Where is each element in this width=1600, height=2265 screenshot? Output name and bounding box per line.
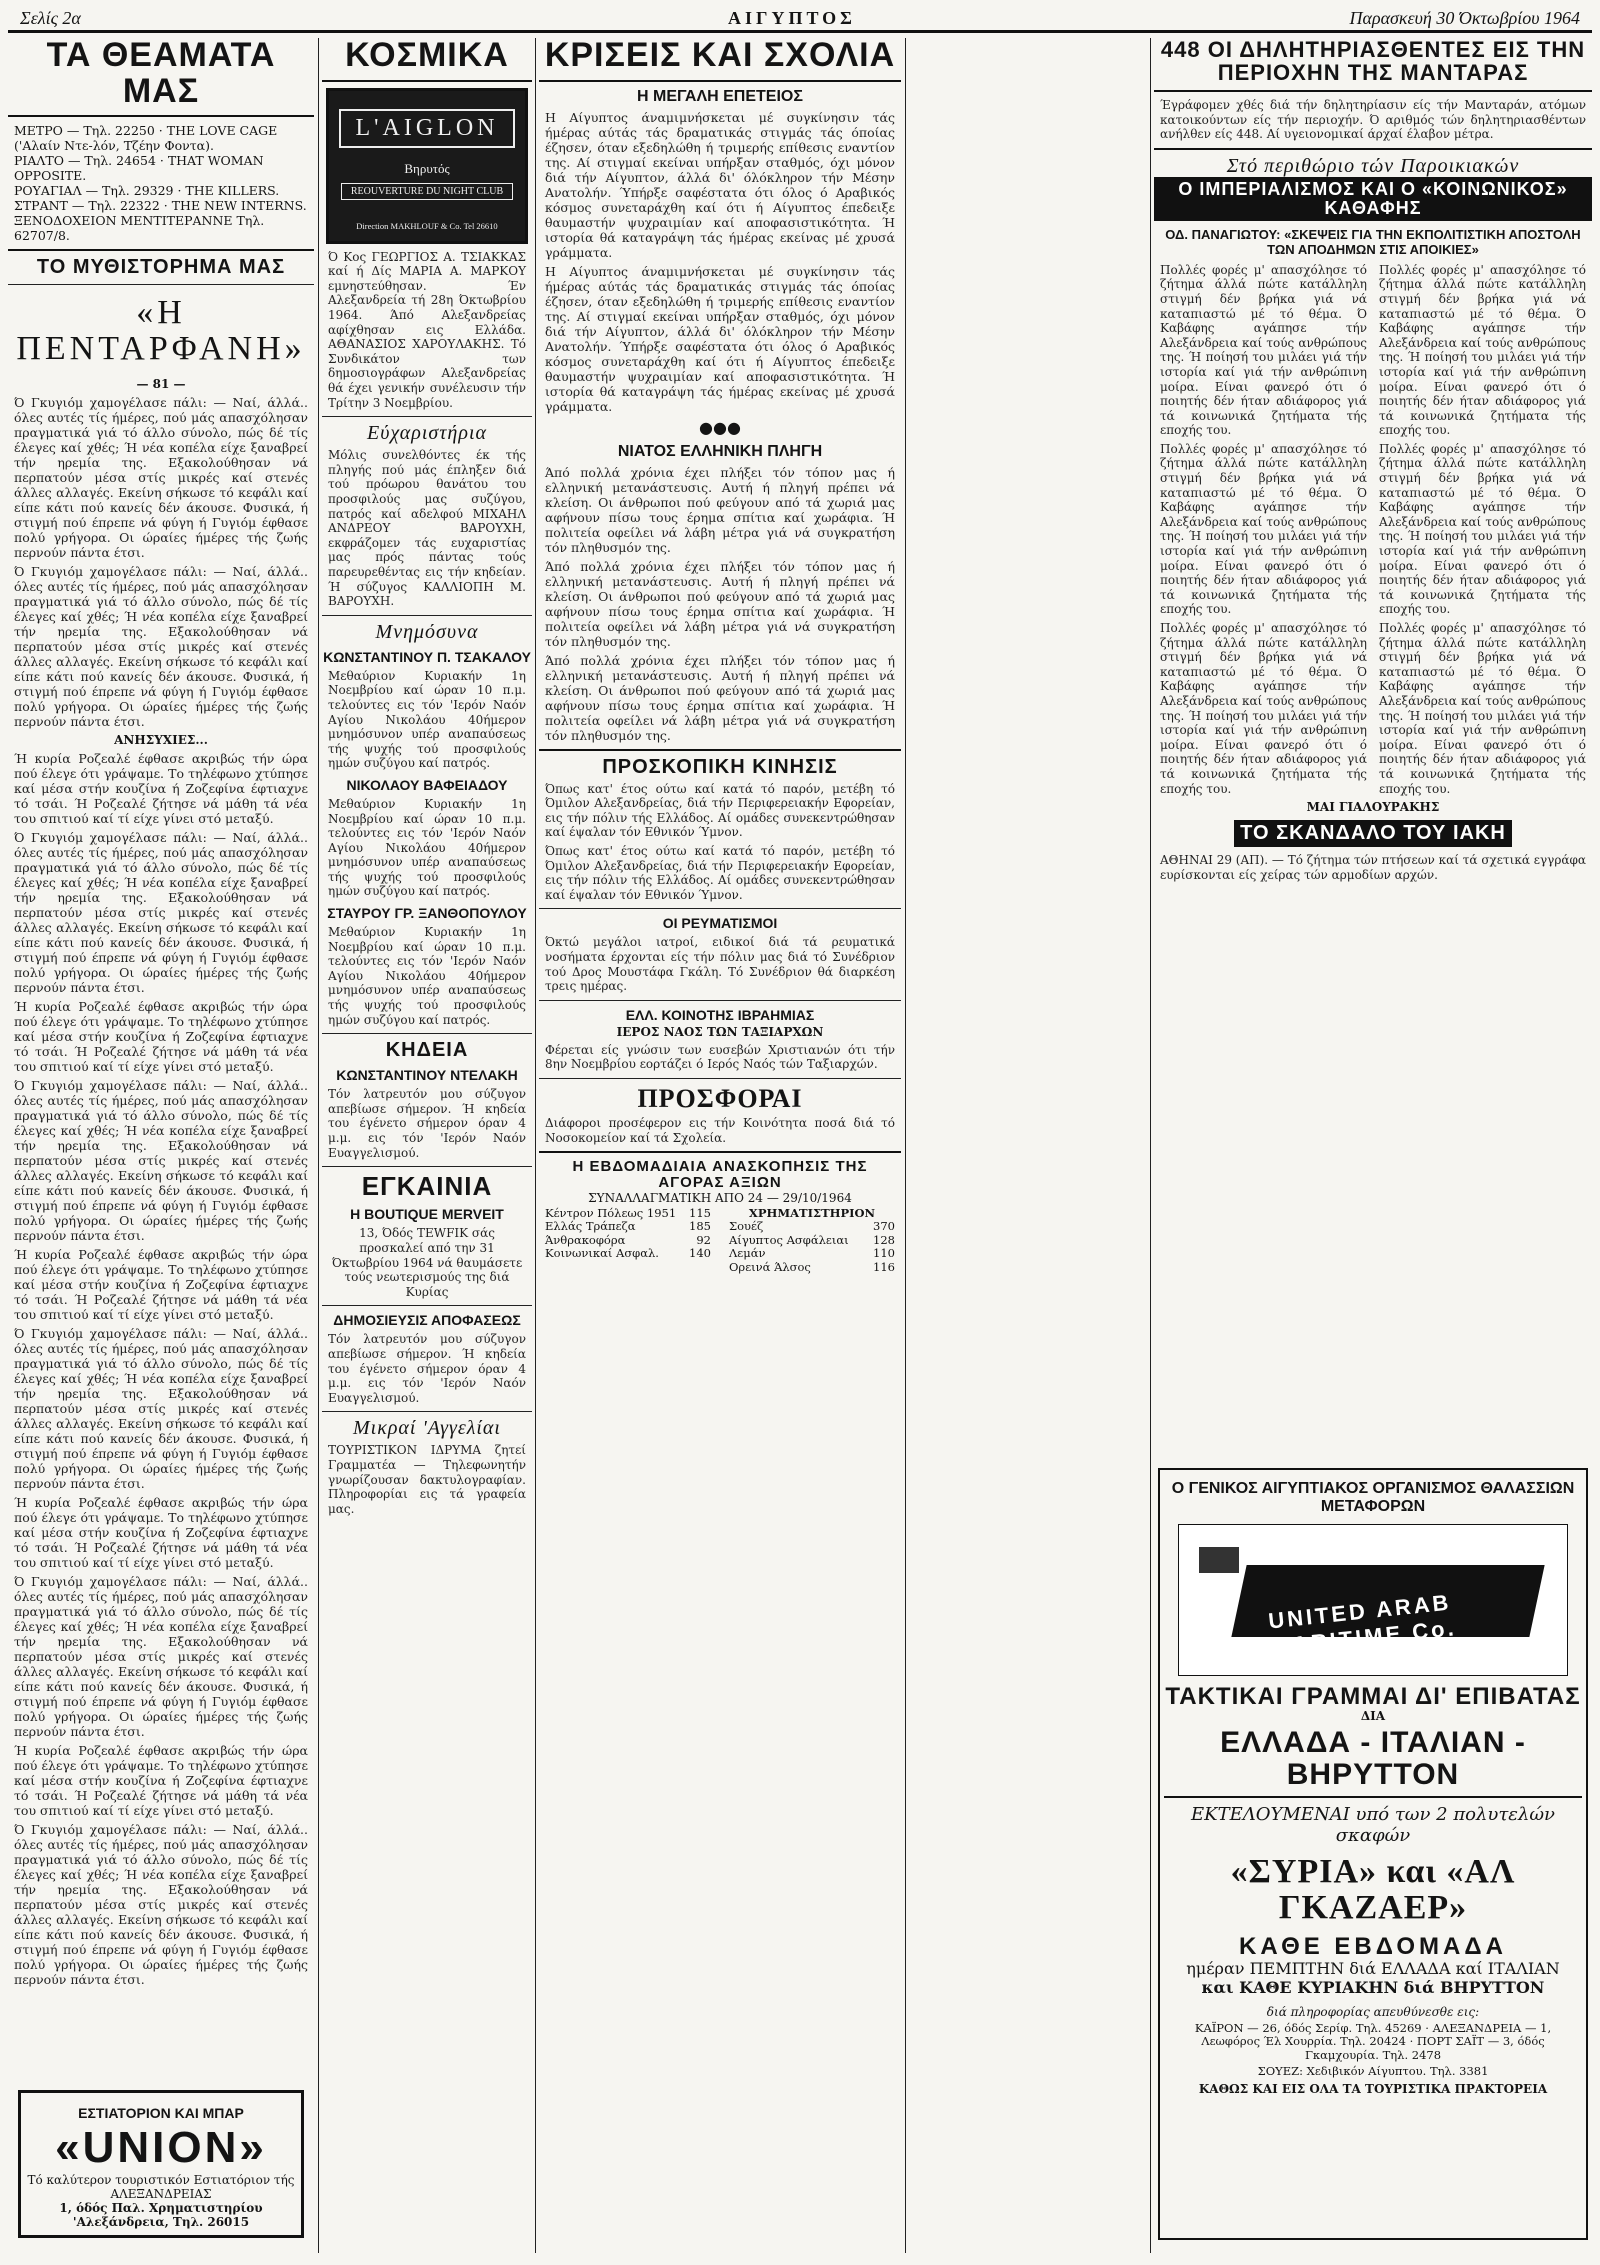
serial-text-5: Ό Γκυγιόμ χαμογέλασε πάλι: — Ναί, άλλά.. όλες αυτές τίς ήμέρες, πού μάς απασχόλησαν πραγματικά γιά τό άλλο σύνολο, πώς δέ τίς έλεγες καί χθές; Ή νέα κοπέλα είχε ξαναβρεί τήν ηρεμία της. Εξακολούθησαν νά περπατούν μέσα στίς μικρές καί στενές άλλες αλλαγές. Εκείνη σήκωσε τό κεφάλι καί είπε κάτι πού κανείς δέν άκουσε. Φυσικά, ή στιγμή πού έπρεπε νά φύγη ή Γυγιόμ έφθασε πολύ γρήγορα. Οι ώραίες ήμέρες τής ζωής περνούν πάντα έτσι. — [14, 1077, 308, 1243]
union-title: ΕΣΤΙΑΤΟΡΙΟΝ ΚΑΙ ΜΠΑΡ — [78, 2105, 244, 2121]
ship-illustration — [1178, 1524, 1568, 1676]
column-divider — [1150, 38, 1151, 2253]
divider — [322, 1305, 532, 1306]
serial-name: «Η ΠΕΝΤΑΡΦΑΝΗ» — [16, 294, 306, 368]
memorial-text-3: Μεθαύριον Κυριακήν 1η Νοεμβρίου καί ώραν 10 π.μ. τελούντες εις τόν 'Ιερόν Ναόν Αγίου Νικολάου 40ήμερον μνημόσυνον υπέρ αναπαύσεως τής ψυχής τού προσφιλούς ημών συζύγου καί πατρός. — [328, 925, 526, 1027]
ad-sunday: και ΚΑΘΕ ΚΥΡΙΑΚΗΝ διά ΒΗΡΥΤΤΟΝ — [1201, 1977, 1545, 1997]
market-title: Η ΕΒΔΟΜΑΔΙΑΙΑ ΑΝΑΣΚΟΠΗΣΙΣ ΤΗΣ ΑΓΟΡΑΣ ΑΞΙΩΝ — [572, 1158, 868, 1192]
scouts-text-2: Όπως κατ' έτος ούτω καί κατά τό παρόν, μετέβη τό Όμιλον Αλεξανδρείας, διά τήν Περιφερειακήν Εφορείαν, εις τήν πόλιν τής Ελλάδος. Αί ομάδες συνεκεντρώθησαν καί έψαλαν τόν Εθνικόν Ύμνον. — [545, 844, 895, 902]
market-subtitle: ΣΥΝΑΛΛΑΓΜΑΤΙΚΗ ΑΠΟ 24 — 29/10/1964 — [588, 1190, 852, 1205]
margin-text-3: Πολλές φορές μ' απασχόλησε τό ζήτημα άλλά πώτε κατάλληλη στιγμή δέν βρήκα γιά νά καταπιαστώ μέ τό θέμα. Ό Καβάφης αγάπησε τήν Αλεξάνδρεια καί τούς ανθρώπους της. Ή ποίησή του μιλάει γιά τήν ιστορία καί γιά τήν ανθρώπινη μοίρα. Είναι φανερό ότι ό ποιητής δέν ήταν αδιάφορος γιά τά κοινωνικά ζητήματα τής εποχής του. — [1160, 621, 1367, 796]
ad-thursday: ημέραν ΠΕΜΠΤΗΝ διά ΕΛΛΑΔΑ καί ΙΤΑΛΙΑΝ — [1186, 1958, 1560, 1978]
court-text: Τόν λατρευτόν μου σύζυγον απεβίωσε σήμερον. Ή κηδεία του έγένετο σήμερον όραν 4 μ.μ. εις τόν 'Ιερόν Ναόν Ευαγγελισμού. — [328, 1332, 526, 1405]
section-title-theamata: ΤΑ ΘΕΑΜΑΤΑ ΜΑΣ — [46, 38, 276, 110]
classifieds-text: ΤΟΥΡΙΣΤΙΚΟΝ ΙΔΡΥΜΑ ζητεί Γραμματέα — Τηλεφωνητήν γνωρίζουσαν δακτυλογραφίαν. Πληροφορίαι εις τά γραφεία μας. — [328, 1443, 526, 1516]
serial-text-9: Ό Γκυγιόμ χαμογέλασε πάλι: — Ναί, άλλά.. όλες αυτές τίς ήμέρες, πού μάς απασχόλησαν πραγματικά γιά τό άλλο σύνολο, πώς δέ τίς έλεγες καί χθές; Ή νέα κοπέλα είχε ξαναβρεί τήν ηρεμία της. Εξακολούθησαν νά περπατούν μέσα στίς μικρές καί στενές άλλες αλλαγές. Εκείνη σήκωσε τό κεφάλι καί είπε κάτι πού κανείς δέν άκουσε. Φυσικά, ή στιγμή πού έπρεπε νά φύγη ή Γυγιόμ έφθασε πολύ γρήγορα. Οι ώραίες ήμέρες τής ζωής περνούν πάντα έτσι. — [14, 1573, 308, 1739]
margin-headline: Ο ΙΜΠΕΡΙΑΛΙΣΜΟΣ ΚΑΙ Ο «ΚΟΙΝΩΝΙΚΟΣ» ΚΑΘΑΦΗΣ — [1154, 177, 1592, 221]
serial-text-10: Ή κυρία Ροζεαλέ έφθασε ακριβώς τήν ώρα πού έλεγε ότι γράψαμε. Το τηλέφωνο χτύπησε καί μέσα στήν κουζίνα ή Ζοζεφίνα έφτιαχνε τό τσάι. Ή Ροζεαλέ ζήτησε νά μάθη τά νέα του σπιτιού καί τί είχε γίνει στό μεταξύ. — [14, 1742, 308, 1818]
stock-table-right — [729, 1207, 895, 1275]
ad-addresses: ΚΑΪΡΟΝ — 26, όδός Σερίφ. Τηλ. 45269 · ΑΛΕΞΑΝΔΡΕΙΑ — 1, Λεωφόρος Έλ Χουρρία. Τηλ. 20424 · ΠΟΡΤ ΣΑΪΤ — 3, όδός Γκαμχουρία. Τηλ. 2478 — [1194, 2020, 1552, 2062]
opening-text: 13, Όδός TEWFIK σάς προσκαλεί από την 31 Όκτωβρίου 1964 νά θαυμάσετε τούς νεωτερισμούς της διά Κυρίας — [331, 1226, 523, 1299]
divider — [539, 1078, 901, 1079]
scandal-text: ΑΘΗΝΑΙ 29 (ΑΠ). — Τό ζήτημα τών πτήσεων καί τά σχετικά εγγράφα ευρίσκονται είς χείρας τών αρμοδίων αρχών. — [1160, 853, 1586, 882]
stock-row: Κοινωνικαί Ασφαλ. 140 — [545, 1246, 711, 1261]
union-tagline: Τό καλύτερον τουριστικόν Εστιατόριον τής ΑΛΕΞΑΝΔΡΕΙΑΣ — [27, 2173, 295, 2201]
aiglon-direction: Direction MAKHLOUF & Co. Tel 26610 — [356, 220, 498, 231]
ad-ship-names: «ΣΥΡΙΑ» και «ΑΛ ΓΚΑΖΑΕΡ» — [1230, 1853, 1516, 1926]
scouts-text: Όπως κατ' έτος ούτω καί κατά τό παρόν, μετέβη τό Όμιλον Αλεξανδρείας, διά τήν Περιφερειακήν Εφορείαν, εις τήν πόλιν τής Ελλάδος. Αί ομάδες συνεκεντρώθησαν καί έψαλαν τόν Εθνικόν Ύμνον. — [545, 781, 895, 840]
column-divider — [318, 38, 319, 2253]
divider — [1154, 148, 1592, 150]
issue-date: Παρασκευή 30 Όκτωβρίου 1964 — [1349, 8, 1580, 28]
memorial-name-2: ΝΙΚΟΛΑΟΥ ΒΑΦΕΙΑΔΟΥ — [346, 776, 508, 793]
divider — [322, 416, 532, 417]
ad-route: ΕΛΛΑΔΑ - ΙΤΑΛΙΑΝ - ΒΗΡΥΤΤΟΝ — [1220, 1726, 1526, 1791]
flag-icon — [1199, 1547, 1239, 1573]
ad-info: διά πληροφορίας απευθύνεσθε εις: — [1266, 2004, 1480, 2019]
serial-text-2: Ή κυρία Ροζεαλέ έφθασε ακριβώς τήν ώρα πού έλεγε ότι γράψαμε. Το τηλέφωνο χτύπησε καί μέσα στήν κουζίνα ή Ζοζεφίνα έφτιαχνε τό τσάι. Ή Ροζεαλέ ζήτησε νά μάθη τά νέα του σπιτιού καί τί είχε γίνει στό μεταξύ. — [14, 750, 308, 826]
offers-text: Διάφοροι προσέφερον εις τήν Κοινότητα ποσά διά τό Νοσοκομείον καί τά Σχολεία. — [545, 1116, 895, 1145]
stock-row: Κέντρον Πόλεως 1951 115 — [545, 1205, 711, 1220]
newspaper-name: ΑΙΓΥΠΤΟΣ — [728, 8, 856, 28]
ad-executed-by: ΕΚΤΕΛΟΥΜΕΝΑΙ υπό των 2 πολυτελών σκαφών — [1191, 1804, 1555, 1847]
section-title-kosmika: ΚΟΣΜΙΚΑ — [345, 38, 509, 74]
divider — [539, 908, 901, 909]
margin-text-4: Πολλές φορές μ' απασχόλησε τό ζήτημα άλλά πώτε κατάλληλη στιγμή δέν βρήκα γιά νά καταπιαστώ μέ τό θέμα. Ό Καβάφης αγάπησε τήν Αλεξάνδρεια καί τούς ανθρώπους της. Ή ποίησή του μιλάει γιά τήν ιστορία καί γιά τήν ανθρώπινη μοίρα. Είναι φανερό ότι ό ποιητής δέν ήταν αδιάφορος γιά τά κοινωνικά ζητήματα τής εποχής του. — [1379, 262, 1586, 438]
aiglon-city: Βηρυτός — [404, 160, 450, 176]
aiglon-tagline: REOUVERTURE DU NIGHT CLUB — [341, 183, 513, 200]
divider — [322, 615, 532, 616]
ad-regular-lines: ΤΑΚΤΙΚΑΙ ΓΡΑΜΜΑΙ ΔΙ' ΕΠΙΒΑΤΑΣ — [1165, 1683, 1581, 1710]
column-entertainment — [8, 38, 314, 2258]
memorial-text: Μεθαύριον Κυριακήν 1η Νοεμβρίου καί ώραν 10 π.μ. τελούντες εις τόν 'Ιερόν Ναόν Αγίου Νικολάου 40ήμερον μνημόσυνον υπέρ αναπαύσεως τής ψυχής τού προσφιλούς ημών συζύγου καί πατρός. — [328, 668, 526, 771]
classifieds-title: Μικραί 'Αγγελίαι — [353, 1417, 501, 1440]
stock-row: Αίγυπτος Ασφάλειαι 128 — [729, 1232, 895, 1247]
subheading-anxiety: ΑΝΗΣΥΧΙΕΣ... — [114, 732, 208, 747]
funeral-title: ΚΗΔΕΙΑ — [385, 1039, 469, 1062]
serial-text: Ό Γκυγιόμ χαμογέλασε πάλι: — Ναί, άλλά.. όλες αυτές τίς ήμέρες, πού μάς απασχόλησαν πραγματικά γιά τό άλλο σύνολο, πώς δέ τίς έλεγες καί χθές; Ή νέα κοπέλα είχε ξαναβρεί τήν ηρεμία της. Εξακολούθησαν νά περπατούν μέσα στίς μικρές καί στενές άλλες αλλαγές. Εκείνη σήκωσε τό κεφάλι καί είπε κάτι πού κανείς δέν άκουσε. Φυσικά, ή στιγμή πού έπρεπε νά φύγη ή Γυγιόμ έφθασε πολύ γρήγορα. Οι ώραίες ήμέρες τής ζωής περνούν πάντα έτσι. — [14, 394, 308, 560]
margin-section-title: Στό περιθώριο τών Παροικιακών — [1226, 154, 1520, 177]
funeral-text: Τόν λατρευτόν μου σύζυγον απεβίωσε σήμερον. Ή κηδεία του έγένετο σήμερον όραν 4 μ.μ. εις τόν 'Ιερόν Ναόν Ευαγγελισμού. — [328, 1087, 526, 1160]
divider — [8, 249, 314, 251]
divider — [8, 284, 314, 285]
church-text: Φέρεται είς γνώσιν των ευσεβών Χριστιανών ότι τήν 8ην Νοεμβρίου εορτάζει ό Ιερός Ναός τών Ταξιαρχών. — [545, 1042, 895, 1072]
serial-section-title: ΤΟ ΜΥΘΙΣΤΟΡΗΜΑ ΜΑΣ — [36, 256, 286, 279]
ad-weekly: ΚΑΘΕ ΕΒΔΟΜΑΔΑ — [1239, 1932, 1507, 1960]
rheumatism-text: Όκτώ μεγάλοι ιατροί, ειδικοί διά τά ρευματικά νοσήματα έρχονται είς τήν πόλιν μας διά τό Συνέδριον τού Δρος Μουστάφα Γκάλη. Τό Συνέδριον θά διαρκέση τρεις ημέρας. — [545, 935, 895, 994]
cinema-listings — [8, 123, 314, 243]
column-social — [322, 38, 532, 2258]
listing-item: ΡΟΥΑΓΙΑΛ — Τηλ. 29329 · THE KILLERS. — [14, 183, 280, 199]
column-news — [1154, 38, 1592, 2258]
offers-title: ΠΡΟΣΦΟΡΑΙ — [637, 1084, 803, 1113]
article-title-anniversary: Η ΜΕΓΑΛΗ ΕΠΕΤΕΙΟΣ — [637, 87, 803, 105]
court-decision-title: ΔΗΜΟΣΙΕΥΣΙΣ ΑΠΟΦΑΣΕΩΣ — [333, 1312, 521, 1329]
scandal-title: ΤΟ ΣΚΑΝΔΑΛΟ ΤΟΥ ΙΑΚΗ — [1234, 820, 1512, 847]
union-restaurant-ad — [18, 2090, 304, 2238]
stock-row: Άνθρακοφόρα 92 — [545, 1232, 711, 1247]
stock-exchange-title: ΧΡΗΜΑΤΙΣΤΗΡΙΟΝ — [748, 1205, 876, 1220]
listing-item: ΡΙΑΛΤΟ — Τηλ. 24654 · THAT WOMAN OPPOSITE. — [14, 153, 264, 184]
community-title: ΕΛΛ. ΚΟΙΝΟΤΗΣ ΙΒΡΑΗΜΙΑΣ — [625, 1006, 815, 1023]
stock-row: Λεμάν 110 — [729, 1246, 895, 1261]
listing-item: ΣΤΡΑΝΤ — Τηλ. 22322 · THE NEW INTERNS. — [14, 198, 307, 214]
divider — [539, 1000, 901, 1001]
church-subtitle: ΙΕΡΟΣ ΝΑΟΣ ΤΩΝ ΤΑΞΙΑΡΧΩΝ — [616, 1024, 824, 1039]
funeral-name: ΚΩΝΣΤΑΝΤΙΝΟΥ ΝΤΕΛΑΚΗ — [336, 1067, 518, 1084]
divider — [1154, 90, 1592, 92]
stock-table-left — [545, 1207, 711, 1275]
divider — [322, 1166, 532, 1167]
article-title-emigration: ΝΙΑΤΟΣ ΕΛΛΗΝΙΚΗ ΠΛΗΓΗ — [617, 442, 823, 460]
memorial-text-2: Μεθαύριον Κυριακήν 1η Νοεμβρίου καί ώραν 10 π.μ. τελούντες εις τόν 'Ιερόν Ναόν Αγίου Νικολάου 40ήμερον μνημόσυνον υπέρ αναπαύσεως τής ψυχής τού προσφιλούς ημών συζύγου καί πατρός. — [328, 796, 526, 899]
margin-text-5: Πολλές φορές μ' απασχόλησε τό ζήτημα άλλά πώτε κατάλληλη στιγμή δέν βρήκα γιά νά καταπιαστώ μέ τό θέμα. Ό Καβάφης αγάπησε τήν Αλεξάνδρεια καί τούς ανθρώπους της. Ή ποίησή του μιλάει γιά τήν ιστορία καί γιά τήν ανθρώπινη μοίρα. Είναι φανερό ότι ό ποιητής δέν ήταν αδιάφορος γιά τά κοινωνικά ζητήματα τής εποχής του. — [1379, 441, 1586, 617]
column-divider — [905, 38, 906, 2253]
column-divider — [535, 38, 536, 2253]
stock-row: Ορεινά Άλσος 116 — [729, 1259, 895, 1274]
serial-text-3: Ό Γκυγιόμ χαμογέλασε πάλι: — Ναί, άλλά.. όλες αυτές τίς ήμέρες, πού μάς απασχόλησαν πραγματικά γιά τό άλλο σύνολο, πώς δέ τίς έλεγες καί χθές; Ή νέα κοπέλα είχε ξαναβρεί τήν ηρεμία της. Εξακολούθησαν νά περπατούν μέσα στίς μικρές καί στενές άλλες αλλαγές. Εκείνη σήκωσε τό κεφάλι καί είπε κάτι πού κανείς δέν άκουσε. Φυσικά, ή στιγμή πού έπρεπε νά φύγη ή Γυγιόμ έφθασε πολύ γρήγορα. Οι ώραίες ήμέρες τής ζωής περνούν πάντα έτσι. — [14, 829, 308, 995]
ad-suez: ΣΟΥΕΖ: Χεδιβικόν Αίγυπτου. Τηλ. 3381 — [1257, 2064, 1489, 2079]
article-text-emigration-3: Άπό πολλά χρόνια έχει πλήξει τόν τόπον μας ή ελληνική μετανάστευσις. Αυτή ή πληγή πρέπει νά κλείση. Οι άνθρωποι πού φεύγουν από τά χωριά μας αφήνουν πίσω τους έρημα σπίτια καί χωράφια. Ή πολιτεία οφείλει νά λάβη μέτρα γιά νά συγκρατήση τόν πληθυσμόν της. — [545, 652, 895, 743]
stock-tables — [539, 1205, 901, 1277]
divider — [322, 80, 532, 82]
ornament: ●●● — [699, 417, 741, 437]
margin-author: ΜΑΙ ΓΙΑΛΟΥΡΑΚΗΣ — [1306, 800, 1440, 815]
divider — [322, 1033, 532, 1034]
margin-article-columns — [1154, 259, 1592, 800]
serial-text-more: Ό Γκυγιόμ χαμογέλασε πάλι: — Ναί, άλλά.. όλες αυτές τίς ήμέρες, πού μάς απασχόλησαν πραγματικά γιά τό άλλο σύνολο, πώς δέ τίς έλεγες καί χθές; Ή νέα κοπέλα είχε ξαναβρεί τήν ηρεμία της. Εξακολούθησαν νά περπατούν μέσα στίς μικρές καί στενές άλλες αλλαγές. Εκείνη σήκωσε τό κεφάλι καί είπε κάτι πού κανείς δέν άκουσε. Φυσικά, ή στιγμή πού έπρεπε νά φύγη ή Γυγιόμ έφθασε πολύ γρήγορα. Οι ώραίες ήμέρες τής ζωής περνούν πάντα έτσι. — [14, 563, 308, 729]
listing-item: ΞΕΝΟΔΟΧΕΙΟΝ ΜΕΝΤΙΤΕΡΑΝΝΕ Τηλ. 62707/8. — [14, 213, 265, 244]
serial-text-4: Ή κυρία Ροζεαλέ έφθασε ακριβώς τήν ώρα πού έλεγε ότι γράψαμε. Το τηλέφωνο χτύπησε καί μέσα στήν κουζίνα ή Ζοζεφίνα έφτιαχνε τό τσάι. Ή Ροζεαλέ ζήτησε νά μάθη τά νέα του σπιτιού καί τί είχε γίνει στό μεταξύ. — [14, 998, 308, 1074]
divider — [539, 1151, 901, 1153]
margin-text: Πολλές φορές μ' απασχόλησε τό ζήτημα άλλά πώτε κατάλληλη στιγμή δέν βρήκα γιά νά καταπιαστώ μέ τό θέμα. Ό Καβάφης αγάπησε τήν Αλεξάνδρεια καί τούς ανθρώπους της. Ή ποίησή του μιλάει γιά τήν ιστορία καί γιά τήν ανθρώπινη μοίρα. Είναι φανερό ότι ό ποιητής δέν ήταν αδιάφορος γιά τά κοινωνικά ζητήματα τής εποχής του. — [1160, 262, 1367, 438]
social-news-text: Ό Κος ΓΕΩΡΓΙΟΣ Α. ΤΣΙΑΚΚΑΣ καί ή Δίς ΜΑΡΙΑ Α. ΜΑΡΚΟΥ εμνηστεύθησαν. Έν Αλεξανδρεία τή 28η Όκτωβρίου 1964. Άπό Αλεξανδρείας αφίχθησαν εις Ελλάδα. ΑΘΑΝΑΣΙΟΣ ΧΑΡΟΥΛΑΚΗΣ. Τό Συνδικάτον των δημοσιογράφων Αλεξανδρείας θά έχει γενικήν συνέλευσιν τήν Τρίτην 3 Νοεμβρίου. — [328, 249, 526, 410]
union-name: «UNION» — [55, 2123, 267, 2172]
union-address: 1, όδός Παλ. Χρηματιστηρίου 'Αλεξάνδρεια, Τηλ. 26015 — [59, 2201, 263, 2229]
article-text-emigration-2: Άπό πολλά χρόνια έχει πλήξει τόν τόπον μας ή ελληνική μετανάστευσις. Αυτή ή πληγή πρέπει νά κλείση. Οι άνθρωποι πού φεύγουν από τά χωριά μας αφήνουν πίσω τους έρημα σπίτια καί χωράφια. Ή πολιτεία οφείλει νά λάβη μέτρα γιά νά συγκρατήση τόν πληθυσμόν της. — [545, 558, 895, 649]
scouts-title: ΠΡΟΣΚΟΠΙΚΗ ΚΙΝΗΣΙΣ — [602, 755, 838, 778]
divider — [539, 80, 901, 82]
divider — [8, 115, 314, 117]
page-number: Σελίς 2α — [20, 8, 81, 28]
column-comments — [539, 38, 901, 2258]
article-text-emigration: Άπό πολλά χρόνια έχει πλήξει τόν τόπον μας ή ελληνική μετανάστευσις. Αυτή ή πληγή πρέπει νά κλείση. Οι άνθρωποι πού φεύγουν από τά χωριά μας αφήνουν πίσω τους έρημα σπίτια καί χωράφια. Ή πολιτεία οφείλει νά λάβη μέτρα γιά νά συγκρατήση τόν πληθυσμόν της. — [545, 464, 895, 555]
article-text-anniversary: Η Αίγυπτος άναμιμνήσκεται μέ συγκίνησιν τάς ήμέρας αύτάς τάς δραματικάς στιγμάς τάς όποίας έζησεν, όταν εξεδηλώθη ή τριμερής επίθεσις εναντίον της. Αί στιγμαί εκείναι υπήρξαν σταθμός, όχι μόνον διά τήν Αίγυπτον, άλλά δι' όλόκληρον τήν Μέσην Ανατολήν. Ύπήρξε σαφέστατα ότι όλος ό Αραβικός κόσμος συνεταράχθη καί ότι ή Αίγυπτος έπεδειξε θαυμαστήν ψυχραιμίαν καί αποφασιστικότητα. Ή ιστορία θά καταγράψη τάς ήμέρας εκείνας μέ χρυσά γράμματα. — [545, 109, 895, 260]
serial-text-11: Ό Γκυγιόμ χαμογέλασε πάλι: — Ναί, άλλά.. όλες αυτές τίς ήμέρες, πού μάς απασχόλησαν πραγματικά γιά τό άλλο σύνολο, πώς δέ τίς έλεγες καί χθές; Ή νέα κοπέλα είχε ξαναβρεί τήν ηρεμία της. Εξακολούθησαν νά περπατούν μέσα στίς μικρές καί στενές άλλες αλλαγές. Εκείνη σήκωσε τό κεφάλι καί είπε κάτι πού κανείς δέν άκουσε. Φυσικά, ή στιγμή πού έπρεπε νά φύγη ή Γυγιόμ έφθασε πολύ γρήγορα. Οι ώραίες ήμέρες τής ζωής περνούν πάντα έτσι. — [14, 1821, 308, 1987]
memorial-title: Μνημόσυνα — [375, 620, 479, 643]
thanks-title: Εύχαριστήρια — [366, 422, 488, 445]
stock-row: Σουέζ 370 — [729, 1219, 895, 1234]
memorial-name: ΚΩΝΣΤΑΝΤΙΝΟΥ Π. ΤΣΑΚΑΛΟΥ — [323, 648, 531, 665]
thanks-text: Μόλις συνελθόντες έκ τής πληγής πού μάς έπληξεν διά τού πρόωρου θανάτου του προσφιλούς μας συζύγου, πατρός καί αδελφού ΜΙΧΑΗΛ ΑΝΔΡΕΟΥ ΒΑΡΟΥΧΗ, εκφράζομεν τάς ευχαριστίας μας πρός πάντας τούς παρευρεθέντας εις τήν κηδείαν. Ή σύζυγος ΚΑΛΛΙΟΠΗ Μ. ΒΑΡΟΥΧΗ. — [328, 448, 526, 609]
margin-text-2: Πολλές φορές μ' απασχόλησε τό ζήτημα άλλά πώτε κατάλληλη στιγμή δέν βρήκα γιά νά καταπιαστώ μέ τό θέμα. Ό Καβάφης αγάπησε τήν Αλεξάνδρεια καί τούς ανθρώπους της. Ή ποίησή του μιλάει γιά τήν ιστορία καί γιά τήν ανθρώπινη μοίρα. Είναι φανερό ότι ό ποιητής δέν ήταν αδιάφορος γιά τά κοινωνικά ζητήματα τής εποχής του. — [1160, 441, 1367, 617]
boutique-name: Η BOUTIQUE MERVEIT — [350, 1206, 504, 1223]
opening-title: ΕΓΚΑΙΝΙΑ — [361, 1171, 493, 1202]
listing-item: ΜΕΤΡΟ — Τηλ. 22250 · THE LOVE CAGE ('Αλαίν Ντε-λόν, Τζέην Φοντα). — [14, 123, 278, 154]
ad-footer: ΚΑΘΩΣ ΚΑΙ ΕΙΣ ΟΛΑ ΤΑ ΤΟΥΡΙΣΤΙΚΑ ΠΡΑΚΤΟΡΕΙΑ — [1198, 2081, 1548, 2096]
divider — [1164, 1796, 1582, 1798]
ad-via: ΔΙΑ — [1360, 1709, 1386, 1724]
ship-company-name: UNITED ARAB MARITIME Co. — [1267, 1589, 1458, 1660]
serial-number: — 81 — — [136, 376, 186, 391]
rheumatism-title: ΟΙ ΡΕΥΜΑΤΙΣΜΟΙ — [662, 915, 778, 932]
serial-text-7: Ό Γκυγιόμ χαμογέλασε πάλι: — Ναί, άλλά.. όλες αυτές τίς ήμέρες, πού μάς απασχόλησαν πραγματικά γιά τό άλλο σύνολο, πώς δέ τίς έλεγες καί χθές; Ή νέα κοπέλα είχε ξαναβρεί τήν ηρεμία της. Εξακολούθησαν νά περπατούν μέσα στίς μικρές καί στενές άλλες αλλαγές. Εκείνη σήκωσε τό κεφάλι καί είπε κάτι πού κανείς δέν άκουσε. Φυσικά, ή στιγμή πού έπρεπε νά φύγη ή Γυγιόμ έφθασε πολύ γρήγορα. Οι ώραίες ήμέρες τής ζωής περνούν πάντα έτσι. — [14, 1325, 308, 1491]
article-text-anniversary-2: Η Αίγυπτος άναμιμνήσκεται μέ συγκίνησιν τάς ήμέρας αύτάς τάς δραματικάς στιγμάς τάς όποίας έζησεν, όταν εξεδηλώθη ή τριμερής επίθεσις εναντίον της. Αί στιγμαί εκείναι υπήρξαν σταθμός, όχι μόνον διά τήν Αίγυπτον, άλλά δι' όλόκληρον τήν Μέσην Ανατολήν. Ύπήρξε σαφέστατα ότι όλος ό Αραβικός κόσμος συνεταράχθη καί ότι ή Αίγυπτος έπεδειξε θαυμαστήν ψυχραιμίαν καί αποφασιστικότητα. Ή ιστορία θά καταγράψη τάς ήμέρας εκείνας μέ χρυσά γράμματα. — [545, 263, 895, 414]
serial-text-8: Ή κυρία Ροζεαλέ έφθασε ακριβώς τήν ώρα πού έλεγε ότι γράψαμε. Το τηλέφωνο χτύπησε καί μέσα στήν κουζίνα ή Ζοζεφίνα έφτιαχνε τό τσάι. Ή Ροζεαλέ ζήτησε νά μάθη τά νέα του σπιτιού καί τί είχε γίνει στό μεταξύ. — [14, 1494, 308, 1570]
aiglon-name: L'AIGLON — [339, 109, 515, 148]
divider — [322, 1411, 532, 1412]
serial-text-6: Ή κυρία Ροζεαλέ έφθασε ακριβώς τήν ώρα πού έλεγε ότι γράψαμε. Το τηλέφωνο χτύπησε καί μέσα στήν κουζίνα ή Ζοζεφίνα έφτιαχνε τό τσάι. Ή Ροζεαλέ ζήτησε νά μάθη τά νέα του σπιτιού καί τί είχε γίνει στό μεταξύ. — [14, 1246, 308, 1322]
margin-text-6: Πολλές φορές μ' απασχόλησε τό ζήτημα άλλά πώτε κατάλληλη στιγμή δέν βρήκα γιά νά καταπιαστώ μέ τό θέμα. Ό Καβάφης αγάπησε τήν Αλεξάνδρεια καί τούς ανθρώπους της. Ή ποίησή του μιλάει γιά τήν ιστορία καί γιά τήν ανθρώπινη μοίρα. Είναι φανερό ότι ό ποιητής δέν ήταν αδιάφορος γιά τά κοινωνικά ζητήματα τής εποχής του. — [1379, 621, 1586, 796]
aiglon-nightclub-ad — [326, 88, 528, 244]
poisoned-text: Έγράφομεν χθές διά τήν δηλητηρίασιν είς τήν Μανταράν, ατόμων κατοικούντων είς τήν περιοχήν. Ό αριθμός τών δηλητηριασθέντων ανήλθεν είς 448. Αί υγειονομικαί άρχαί έλαβον μέτρα. — [1160, 98, 1586, 142]
masthead — [8, 4, 1592, 33]
shipping-ad — [1158, 1468, 1588, 2240]
memorial-name-3: ΣΤΑΥΡΟΥ ΓΡ. ΞΑΝΘΟΠΟΥΛΟΥ — [327, 905, 527, 922]
divider — [539, 749, 901, 751]
section-title-kriseis: ΚΡΙΣΕΙΣ ΚΑΙ ΣΧΟΛΙΑ — [544, 38, 896, 74]
margin-subheadline: ΟΔ. ΠΑΝΑΓΙΩΤΟΥ: «ΣΚΕΨΕΙΣ ΓΙΑ ΤΗΝ ΕΚΠΟΛΙΤΙΣΤΙΚΗ ΑΠΟΣΤΟΛΗ ΤΩΝ ΑΠΟΔΗΜΩΝ ΣΤΙΣ ΑΠΟΙΚΙΕΣ» — [1165, 226, 1581, 257]
headline-poisoned: 448 ΟΙ ΔΗΛΗΤΗΡΙΑΣΘΕΝΤΕΣ ΕΙΣ ΤΗΝ ΠΕΡΙΟΧΗΝ ΤΗΣ ΜΑΝΤΑΡΑΣ — [1160, 38, 1586, 86]
ad-organisation: Ο ΓΕΝΙΚΟΣ ΑΙΓΥΠΤΙΑΚΟΣ ΟΡΓΑΝΙΣΜΟΣ ΘΑΛΑΣΣΙΩΝ ΜΕΤΑΦΟΡΩΝ — [1171, 1480, 1575, 1515]
stock-row: Ελλάς Τράπεζα 185 — [545, 1219, 711, 1234]
